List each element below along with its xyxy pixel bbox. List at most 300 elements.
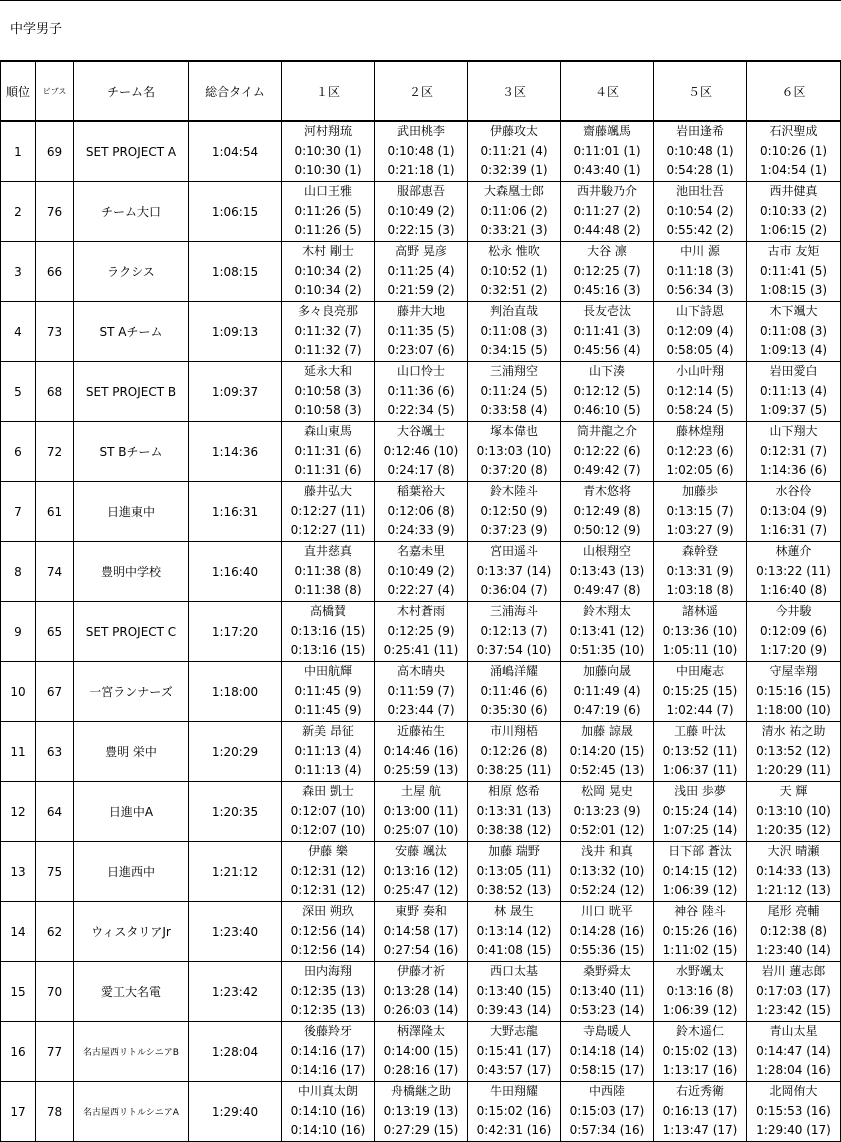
split-time: 0:10:26 (1)	[759, 143, 828, 158]
split-time: 0:11:21 (4)	[480, 143, 548, 158]
runner-name: 相原 悠希	[488, 784, 540, 798]
results-body	[1, 121, 841, 1142]
cumulative-time: 1:23:40 (14)	[756, 943, 831, 958]
leg-result	[375, 1022, 467, 1081]
split-time: 0:13:40 (11)	[569, 983, 645, 998]
rank-cell: 17	[1, 1082, 36, 1142]
leg-4-cell	[561, 842, 654, 902]
runner-name: 武田桃李	[396, 124, 445, 138]
leg-6-cell	[747, 302, 841, 362]
split-time: 0:11:32 (7)	[294, 323, 362, 338]
cumulative-time: 0:57:34 (16)	[569, 1123, 645, 1138]
team-name-cell: 日進中A	[74, 782, 189, 842]
bib-cell: 77	[36, 1022, 74, 1082]
leg-result	[747, 602, 840, 661]
split-time: 0:14:10 (16)	[290, 1103, 366, 1118]
leg-6-cell	[747, 602, 841, 662]
bib-cell: 72	[36, 422, 74, 482]
cumulative-time: 1:13:17 (16)	[662, 1063, 738, 1078]
cumulative-time: 0:14:10 (16)	[290, 1123, 366, 1138]
leg-result	[375, 1082, 467, 1141]
runner-name: 安藤 颯汰	[395, 844, 447, 858]
leg-2-cell	[375, 121, 468, 182]
leg-3-cell	[468, 902, 561, 962]
cumulative-time: 0:32:51 (2)	[480, 283, 548, 298]
leg-result	[654, 962, 746, 1021]
leg-1-cell	[282, 902, 375, 962]
leg-result	[375, 422, 467, 481]
split-time: 0:12:46 (10)	[383, 443, 459, 458]
split-time: 0:14:33 (13)	[756, 863, 831, 878]
split-time: 0:12:13 (7)	[480, 623, 548, 638]
runner-name: 中田航輝	[303, 664, 352, 678]
leg-2-cell	[375, 842, 468, 902]
split-time: 0:15:26 (16)	[662, 923, 738, 938]
header-row	[1, 61, 841, 121]
cumulative-time: 1:23:42 (15)	[756, 1003, 831, 1018]
leg-4-cell	[561, 1082, 654, 1142]
cumulative-time: 0:50:12 (9)	[573, 523, 641, 538]
table-row	[1, 602, 841, 662]
cumulative-time: 0:27:54 (16)	[383, 943, 459, 958]
split-time: 0:12:35 (13)	[290, 983, 366, 998]
leg-result	[747, 722, 840, 781]
leg-result	[747, 842, 840, 901]
runner-name: 天 輝	[779, 784, 808, 798]
total-time-cell: 1:09:37	[189, 362, 282, 422]
leg-4-cell	[561, 422, 654, 482]
leg-result	[375, 182, 467, 241]
split-time: 0:12:25 (7)	[573, 263, 641, 278]
total-time-cell: 1:23:40	[189, 902, 282, 962]
runner-name: 今井駿	[775, 604, 812, 618]
leg-1-cell	[282, 722, 375, 782]
leg-4-cell	[561, 782, 654, 842]
leg-3-cell	[468, 962, 561, 1022]
header-total: 総合タイム	[189, 61, 282, 121]
leg-result	[282, 902, 374, 961]
runner-name: 服部恵吾	[396, 184, 445, 198]
runner-name: 北岡侑大	[769, 1084, 818, 1098]
rank-cell: 11	[1, 722, 36, 782]
split-time: 0:12:23 (6)	[666, 443, 734, 458]
cumulative-time: 1:29:40 (17)	[756, 1123, 831, 1138]
cumulative-time: 0:33:21 (3)	[480, 223, 548, 238]
table-row	[1, 782, 841, 842]
leg-result	[282, 722, 374, 781]
runner-name: 高野 晃彦	[395, 244, 447, 258]
table-row	[1, 1082, 841, 1142]
total-time-cell: 1:16:31	[189, 482, 282, 542]
runner-name: 高木晴央	[396, 664, 445, 678]
cumulative-time: 0:25:59 (13)	[383, 763, 459, 778]
runner-name: 加藤歩	[681, 484, 718, 498]
runner-name: 河村翔琉	[303, 124, 352, 138]
leg-2-cell	[375, 542, 468, 602]
leg-result	[654, 302, 746, 361]
bib-cell: 66	[36, 242, 74, 302]
cumulative-time: 0:52:24 (12)	[569, 883, 645, 898]
split-time: 0:13:16 (8)	[666, 983, 734, 998]
split-time: 0:13:37 (14)	[476, 563, 552, 578]
total-time-cell: 1:08:15	[189, 242, 282, 302]
leg-4-cell	[561, 602, 654, 662]
leg-result	[375, 722, 467, 781]
bib-cell: 61	[36, 482, 74, 542]
leg-6-cell	[747, 242, 841, 302]
cumulative-time: 0:41:08 (15)	[476, 943, 552, 958]
cumulative-time: 0:32:39 (1)	[480, 163, 548, 178]
cumulative-time: 0:10:30 (1)	[294, 163, 362, 178]
leg-result	[747, 902, 840, 961]
leg-3-cell	[468, 182, 561, 242]
cumulative-time: 0:12:07 (10)	[290, 823, 366, 838]
split-time: 0:14:58 (17)	[383, 923, 459, 938]
runner-name: 高橋賛	[309, 604, 346, 618]
runner-name: 伊藤攻太	[489, 124, 538, 138]
leg-5-cell	[654, 842, 747, 902]
cumulative-time: 0:47:19 (6)	[573, 703, 641, 718]
runner-name: 宮田遥斗	[489, 544, 538, 558]
leg-1-cell	[282, 362, 375, 422]
cumulative-time: 0:33:58 (4)	[480, 403, 548, 418]
leg-2-cell	[375, 362, 468, 422]
split-time: 0:15:24 (14)	[662, 803, 738, 818]
rank-cell: 12	[1, 782, 36, 842]
runner-name: 藤林煌翔	[675, 424, 724, 438]
cumulative-time: 0:12:56 (14)	[290, 943, 366, 958]
split-time: 0:12:56 (14)	[290, 923, 366, 938]
split-time: 0:14:16 (17)	[290, 1043, 366, 1058]
leg-result	[282, 302, 374, 361]
leg-1-cell	[282, 182, 375, 242]
runner-name: 中川 源	[680, 244, 720, 258]
split-time: 0:12:25 (9)	[387, 623, 455, 638]
header-leg-3: ３区	[468, 61, 561, 121]
cumulative-time: 0:22:27 (4)	[387, 583, 455, 598]
runner-name: 山口王雅	[303, 184, 352, 198]
leg-6-cell	[747, 422, 841, 482]
cumulative-time: 1:13:47 (17)	[662, 1123, 738, 1138]
leg-result	[654, 602, 746, 661]
leg-result	[282, 962, 374, 1021]
split-time: 0:14:18 (14)	[569, 1043, 645, 1058]
cumulative-time: 0:21:18 (1)	[387, 163, 455, 178]
leg-result	[561, 782, 653, 841]
cumulative-time: 1:06:39 (12)	[662, 883, 738, 898]
bib-cell: 64	[36, 782, 74, 842]
leg-result	[468, 302, 560, 361]
leg-result	[282, 182, 374, 241]
split-time: 0:13:14 (12)	[476, 923, 552, 938]
leg-result	[468, 1022, 560, 1081]
leg-3-cell	[468, 121, 561, 182]
leg-result	[375, 122, 467, 181]
leg-result	[747, 422, 840, 481]
runner-name: 浅井 和真	[581, 844, 633, 858]
leg-result	[375, 482, 467, 541]
runner-name: 中田庵志	[675, 664, 724, 678]
cumulative-time: 0:25:47 (12)	[383, 883, 459, 898]
cumulative-time: 1:14:36 (6)	[759, 463, 828, 478]
split-time: 0:13:41 (12)	[569, 623, 645, 638]
split-time: 0:11:13 (4)	[759, 383, 828, 398]
leg-6-cell	[747, 722, 841, 782]
split-time: 0:13:52 (11)	[662, 743, 738, 758]
runner-name: 多々良亮那	[297, 304, 358, 318]
leg-result	[654, 842, 746, 901]
table-row	[1, 482, 841, 542]
split-time: 0:13:31 (9)	[666, 563, 734, 578]
leg-result	[468, 962, 560, 1021]
split-time: 0:13:15 (7)	[666, 503, 734, 518]
cumulative-time: 0:49:42 (7)	[573, 463, 641, 478]
split-time: 0:13:36 (10)	[662, 623, 738, 638]
cumulative-time: 1:05:11 (10)	[662, 643, 738, 658]
rank-cell: 7	[1, 482, 36, 542]
leg-result	[747, 182, 840, 241]
leg-2-cell	[375, 1082, 468, 1142]
cumulative-time: 0:52:01 (12)	[569, 823, 645, 838]
leg-result	[561, 182, 653, 241]
table-row	[1, 722, 841, 782]
rank-cell: 8	[1, 542, 36, 602]
leg-result	[282, 1082, 374, 1141]
runner-name: 土屋 航	[401, 784, 441, 798]
leg-2-cell	[375, 782, 468, 842]
table-row	[1, 422, 841, 482]
total-time-cell: 1:18:00	[189, 662, 282, 722]
split-time: 0:11:08 (3)	[480, 323, 548, 338]
split-time: 0:11:18 (3)	[666, 263, 734, 278]
total-time-cell: 1:28:04	[189, 1022, 282, 1082]
leg-result	[654, 242, 746, 301]
cumulative-time: 0:38:25 (11)	[476, 763, 552, 778]
split-time: 0:10:33 (2)	[759, 203, 828, 218]
leg-4-cell	[561, 962, 654, 1022]
split-time: 0:12:50 (9)	[480, 503, 548, 518]
cumulative-time: 0:10:34 (2)	[294, 283, 362, 298]
runner-name: 大谷颯士	[396, 424, 445, 438]
leg-5-cell	[654, 242, 747, 302]
leg-result	[747, 1022, 840, 1081]
split-time: 0:11:36 (6)	[387, 383, 455, 398]
cumulative-time: 0:43:57 (17)	[476, 1063, 552, 1078]
table-row	[1, 902, 841, 962]
header-leg-2: ２区	[375, 61, 468, 121]
leg-result	[468, 902, 560, 961]
runner-name: 中川真太朗	[297, 1084, 358, 1098]
runner-name: 判治直哉	[489, 304, 538, 318]
leg-result	[375, 782, 467, 841]
runner-name: 工藤 叶汰	[674, 724, 726, 738]
cumulative-time: 0:36:04 (7)	[480, 583, 548, 598]
cumulative-time: 0:24:33 (9)	[387, 523, 455, 538]
leg-1-cell	[282, 422, 375, 482]
header-team: チーム名	[74, 61, 189, 121]
bib-cell: 65	[36, 602, 74, 662]
leg-result	[561, 302, 653, 361]
runner-name: 舟橋継之助	[390, 1084, 451, 1098]
cumulative-time: 0:12:35 (13)	[290, 1003, 366, 1018]
leg-result	[282, 602, 374, 661]
leg-1-cell	[282, 242, 375, 302]
leg-result	[561, 1082, 653, 1141]
leg-5-cell	[654, 722, 747, 782]
split-time: 0:13:22 (11)	[756, 563, 831, 578]
cumulative-time: 1:20:29 (11)	[756, 763, 831, 778]
split-time: 0:15:16 (15)	[756, 683, 831, 698]
cumulative-time: 1:06:15 (2)	[759, 223, 828, 238]
runner-name: 青木悠将	[582, 484, 631, 498]
split-time: 0:13:43 (13)	[569, 563, 645, 578]
leg-4-cell	[561, 1022, 654, 1082]
cumulative-time: 0:22:34 (5)	[387, 403, 455, 418]
split-time: 0:12:09 (6)	[759, 623, 828, 638]
leg-3-cell	[468, 242, 561, 302]
leg-5-cell	[654, 1022, 747, 1082]
runner-name: 藤井大地	[396, 304, 445, 318]
leg-5-cell	[654, 1082, 747, 1142]
leg-result	[468, 542, 560, 601]
leg-2-cell	[375, 962, 468, 1022]
cumulative-time: 0:58:15 (17)	[569, 1063, 645, 1078]
runner-name: 中西陸	[588, 1084, 625, 1098]
runner-name: 長友壱汰	[582, 304, 631, 318]
runner-name: 東野 奏和	[395, 904, 447, 918]
leg-result	[282, 422, 374, 481]
runner-name: 鈴木翔太	[582, 604, 631, 618]
cumulative-time: 0:56:34 (3)	[666, 283, 734, 298]
total-time-cell: 1:20:29	[189, 722, 282, 782]
runner-name: 加藤 諒晟	[581, 724, 633, 738]
total-time-cell: 1:20:35	[189, 782, 282, 842]
header-leg-5: ５区	[654, 61, 747, 121]
leg-4-cell	[561, 662, 654, 722]
table-row	[1, 121, 841, 182]
cumulative-time: 0:46:10 (5)	[573, 403, 641, 418]
leg-2-cell	[375, 182, 468, 242]
leg-result	[375, 662, 467, 721]
cumulative-time: 0:10:58 (3)	[294, 403, 362, 418]
runner-name: 山口怜士	[396, 364, 445, 378]
leg-result	[468, 182, 560, 241]
split-time: 0:10:48 (1)	[666, 143, 734, 158]
leg-6-cell	[747, 482, 841, 542]
bib-cell: 68	[36, 362, 74, 422]
runner-name: 森田 凱士	[302, 784, 354, 798]
leg-6-cell	[747, 1082, 841, 1142]
leg-result	[282, 842, 374, 901]
leg-result	[561, 122, 653, 181]
cumulative-time: 0:11:32 (7)	[294, 343, 362, 358]
leg-2-cell	[375, 482, 468, 542]
runner-name: 市川翔梧	[489, 724, 538, 738]
leg-5-cell	[654, 662, 747, 722]
runner-name: 伊藤 樂	[308, 844, 348, 858]
cumulative-time: 1:03:27 (9)	[666, 523, 734, 538]
leg-2-cell	[375, 722, 468, 782]
runner-name: 池田壮吾	[675, 184, 724, 198]
cumulative-time: 0:52:45 (13)	[569, 763, 645, 778]
leg-result	[747, 1082, 840, 1141]
split-time: 0:11:41 (5)	[759, 263, 828, 278]
leg-result	[375, 902, 467, 961]
split-time: 0:11:08 (3)	[759, 323, 828, 338]
leg-4-cell	[561, 242, 654, 302]
leg-result	[375, 242, 467, 301]
cumulative-time: 0:14:16 (17)	[290, 1063, 366, 1078]
split-time: 0:13:00 (11)	[383, 803, 459, 818]
runner-name: 諸林遥	[681, 604, 718, 618]
team-name-cell: SET PROJECT A	[74, 121, 189, 182]
leg-result	[561, 542, 653, 601]
leg-result	[375, 842, 467, 901]
leg-2-cell	[375, 422, 468, 482]
leg-6-cell	[747, 902, 841, 962]
table-row	[1, 1022, 841, 1082]
runner-name: 西口太基	[489, 964, 538, 978]
cumulative-time: 0:35:30 (6)	[480, 703, 548, 718]
runner-name: 西井健真	[769, 184, 818, 198]
runner-name: 水谷伶	[775, 484, 812, 498]
leg-3-cell	[468, 362, 561, 422]
runner-name: 山下詩恩	[675, 304, 724, 318]
leg-result	[747, 122, 840, 181]
cumulative-time: 0:25:41 (11)	[383, 643, 459, 658]
runner-name: 三浦翔空	[489, 364, 538, 378]
leg-result	[561, 962, 653, 1021]
runner-name: 守屋幸翔	[769, 664, 818, 678]
leg-5-cell	[654, 121, 747, 182]
leg-result	[654, 422, 746, 481]
leg-4-cell	[561, 722, 654, 782]
leg-5-cell	[654, 542, 747, 602]
runner-name: 深田 朔玖	[302, 904, 354, 918]
cumulative-time: 0:25:07 (10)	[383, 823, 459, 838]
rank-cell: 4	[1, 302, 36, 362]
split-time: 0:11:26 (5)	[294, 203, 362, 218]
leg-1-cell	[282, 602, 375, 662]
leg-result	[654, 662, 746, 721]
bib-cell: 63	[36, 722, 74, 782]
cumulative-time: 0:34:15 (5)	[480, 343, 548, 358]
split-time: 0:14:20 (15)	[569, 743, 645, 758]
leg-result	[282, 122, 374, 181]
cumulative-time: 0:37:23 (9)	[480, 523, 548, 538]
split-time: 0:15:25 (15)	[662, 683, 738, 698]
leg-result	[282, 782, 374, 841]
cumulative-time: 1:06:39 (12)	[662, 1003, 738, 1018]
split-time: 0:10:54 (2)	[666, 203, 734, 218]
bib-cell: 67	[36, 662, 74, 722]
leg-3-cell	[468, 602, 561, 662]
cumulative-time: 0:28:16 (17)	[383, 1063, 459, 1078]
leg-6-cell	[747, 962, 841, 1022]
runner-name: 新美 昂征	[302, 724, 354, 738]
runner-name: 名嘉未里	[396, 544, 445, 558]
leg-3-cell	[468, 542, 561, 602]
split-time: 0:12:22 (6)	[573, 443, 641, 458]
runner-name: 岩田愛白	[769, 364, 818, 378]
cumulative-time: 0:22:15 (3)	[387, 223, 455, 238]
cumulative-time: 0:38:52 (13)	[476, 883, 552, 898]
split-time: 0:10:58 (3)	[294, 383, 362, 398]
leg-5-cell	[654, 962, 747, 1022]
leg-result	[654, 722, 746, 781]
runner-name: 日下部 蒼汰	[668, 844, 732, 858]
results-table	[0, 60, 841, 1142]
